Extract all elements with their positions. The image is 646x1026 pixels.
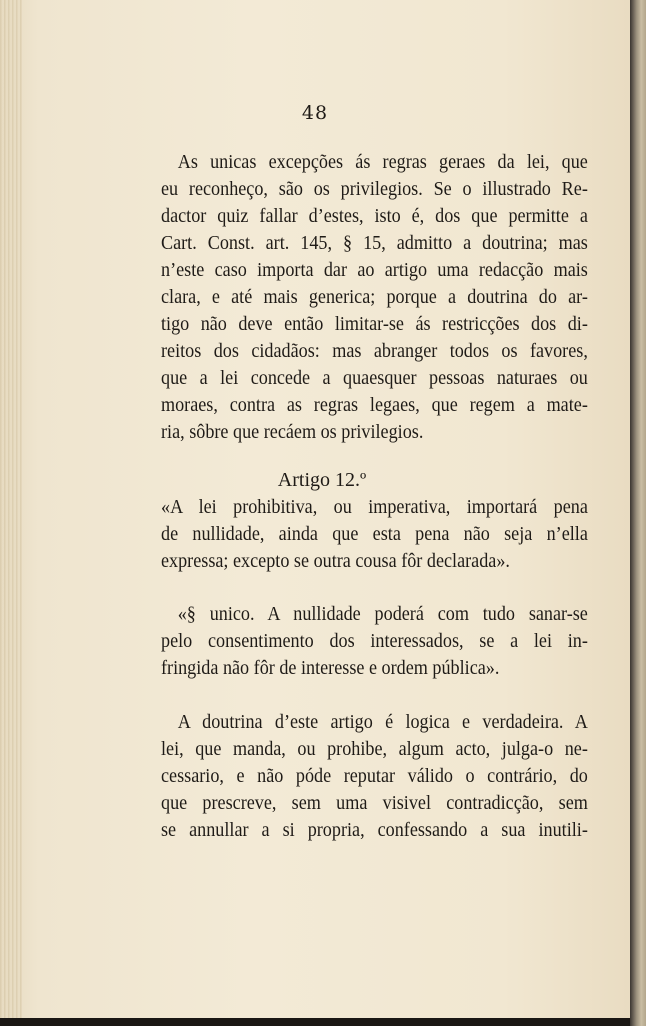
text-line: Cart. Const. art. 145, § 15, admitto a doutrina; mas bbox=[161, 233, 588, 254]
binding-fold bbox=[630, 0, 646, 1026]
text-line: «A lei prohibitiva, ou imperativa, importará pena bbox=[161, 497, 588, 518]
text-line: que prescreve, sem uma visivel contradicção, sem bbox=[161, 793, 588, 814]
paragraph-commentary bbox=[161, 709, 588, 844]
text-line: se annullar a si propria, confessando a sua inutili- bbox=[161, 820, 588, 841]
text-line: A doutrina d’este artigo é logica e verdadeira. A bbox=[177, 712, 588, 733]
text-line: lei, que manda, ou prohibe, algum acto, julga-o ne- bbox=[161, 739, 588, 760]
text-line: As unicas excepções ás regras geraes da lei, que bbox=[177, 152, 588, 173]
text-line: dactor quiz fallar d’estes, isto é, dos que permitte a bbox=[161, 206, 588, 227]
text-line: moraes, contra as regras legaes, que regem a mate- bbox=[161, 395, 588, 416]
text-line: eu reconheço, são os privilegios. Se o illustrado Re- bbox=[161, 179, 588, 200]
paragraph-unico bbox=[161, 601, 588, 682]
text-line: cessario, e não póde reputar válido o contrário, do bbox=[161, 766, 588, 787]
article-heading: Artigo 12.º bbox=[277, 469, 367, 491]
text-line: n’este caso importa dar ao artigo uma redacção mais bbox=[161, 260, 588, 281]
text-line: ria, sôbre que recáem os privilegios. bbox=[161, 422, 424, 443]
text-line: expressa; excepto se outra cousa fôr declarada». bbox=[161, 551, 510, 572]
text-line: clara, e até mais generica; porque a doutrina do ar- bbox=[161, 287, 588, 308]
page-number: 48 bbox=[301, 102, 329, 124]
text-line: que a lei concede a quaesquer pessoas naturaes ou bbox=[161, 368, 588, 389]
paragraph-privilegios bbox=[161, 149, 588, 446]
paragraph-article-text bbox=[161, 494, 588, 575]
text-line: de nullidade, ainda que esta pena não seja n’ella bbox=[161, 524, 588, 545]
text-line: pelo consentimento dos interessados, se a lei in- bbox=[161, 631, 588, 652]
text-line: tigo não deve então limitar-se ás restricções dos di- bbox=[161, 314, 588, 335]
text-line: «§ unico. A nullidade poderá com tudo sanar-se bbox=[177, 604, 588, 625]
page-stack-edge bbox=[0, 0, 22, 1018]
text-line: fringida não fôr de interesse e ordem pública». bbox=[161, 658, 500, 679]
text-line: reitos dos cidadãos: mas abranger todos os favores, bbox=[161, 341, 588, 362]
